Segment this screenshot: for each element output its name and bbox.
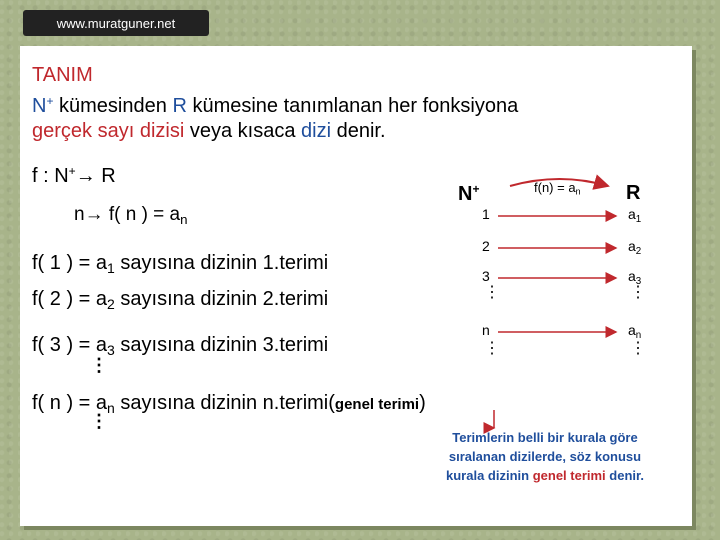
- codomain-ellipsis-2: ⋮: [630, 340, 646, 357]
- mapping-rule: n→ f( n ) = $a_n$: [74, 204, 188, 227]
- domain-item-3: 3: [482, 268, 490, 284]
- codomain-item-3: $a_3$: [628, 268, 642, 287]
- function-notation: f : N+→ R: [32, 164, 116, 188]
- domain-ellipsis-1: ⋮: [484, 284, 500, 301]
- domain-set-label: N+: [458, 182, 480, 206]
- domain-item-2: 2: [482, 238, 490, 254]
- slide-panel: [20, 46, 692, 526]
- domain-item-1: 1: [482, 206, 490, 222]
- vertical-ellipsis-1: ⋮: [90, 355, 108, 375]
- note-pointer-arrow: [20, 46, 692, 526]
- function-label: $f(n) = a_n$: [534, 180, 581, 197]
- codomain-set-label: R: [626, 182, 641, 204]
- slide-title: TANIM: [32, 64, 93, 86]
- codomain-ellipsis-1: ⋮: [630, 284, 646, 301]
- codomain-item-1: $a_1$: [628, 206, 642, 225]
- note-line-2: sıralanan dizilerde, söz konusu: [448, 449, 642, 464]
- note-line-1: Terimlerin belli bir kurala göre: [452, 430, 638, 445]
- domain-item-n: n: [482, 322, 490, 338]
- domain-ellipsis-2: ⋮: [484, 340, 500, 357]
- codomain-item-n: $a_n$: [628, 322, 642, 341]
- definition-line-2: gerçek sayı dizisi veya kısaca dizi denir.: [32, 120, 386, 142]
- vertical-ellipsis-2: ⋮: [90, 411, 108, 431]
- n-plus-symbol: N+: [32, 94, 54, 118]
- genel-terimi-label: genel terimi: [334, 396, 420, 413]
- codomain-item-2: $a_2$: [628, 238, 642, 257]
- note-line-3: kurala dizinin genel terimi denir.: [446, 468, 644, 483]
- term-n-line: f( n ) = $a_n$ sayısına dizinin n.terimi(genel terimi): [32, 392, 426, 417]
- term-1-line: f( 1 ) = $a_1$ sayısına dizinin 1.terimi: [32, 252, 329, 277]
- term-3-line: f( 3 ) = $a_3$ sayısına dizinin 3.terimi: [32, 334, 329, 359]
- definition-line-1: N+ kümesinden R kümesine tanımlanan her fonksiyona: [32, 94, 519, 118]
- term-2-line: f( 2 ) = $a_2$ sayısına dizinin 2.terimi: [32, 288, 329, 313]
- site-url-label: www.muratguner.net: [23, 10, 209, 36]
